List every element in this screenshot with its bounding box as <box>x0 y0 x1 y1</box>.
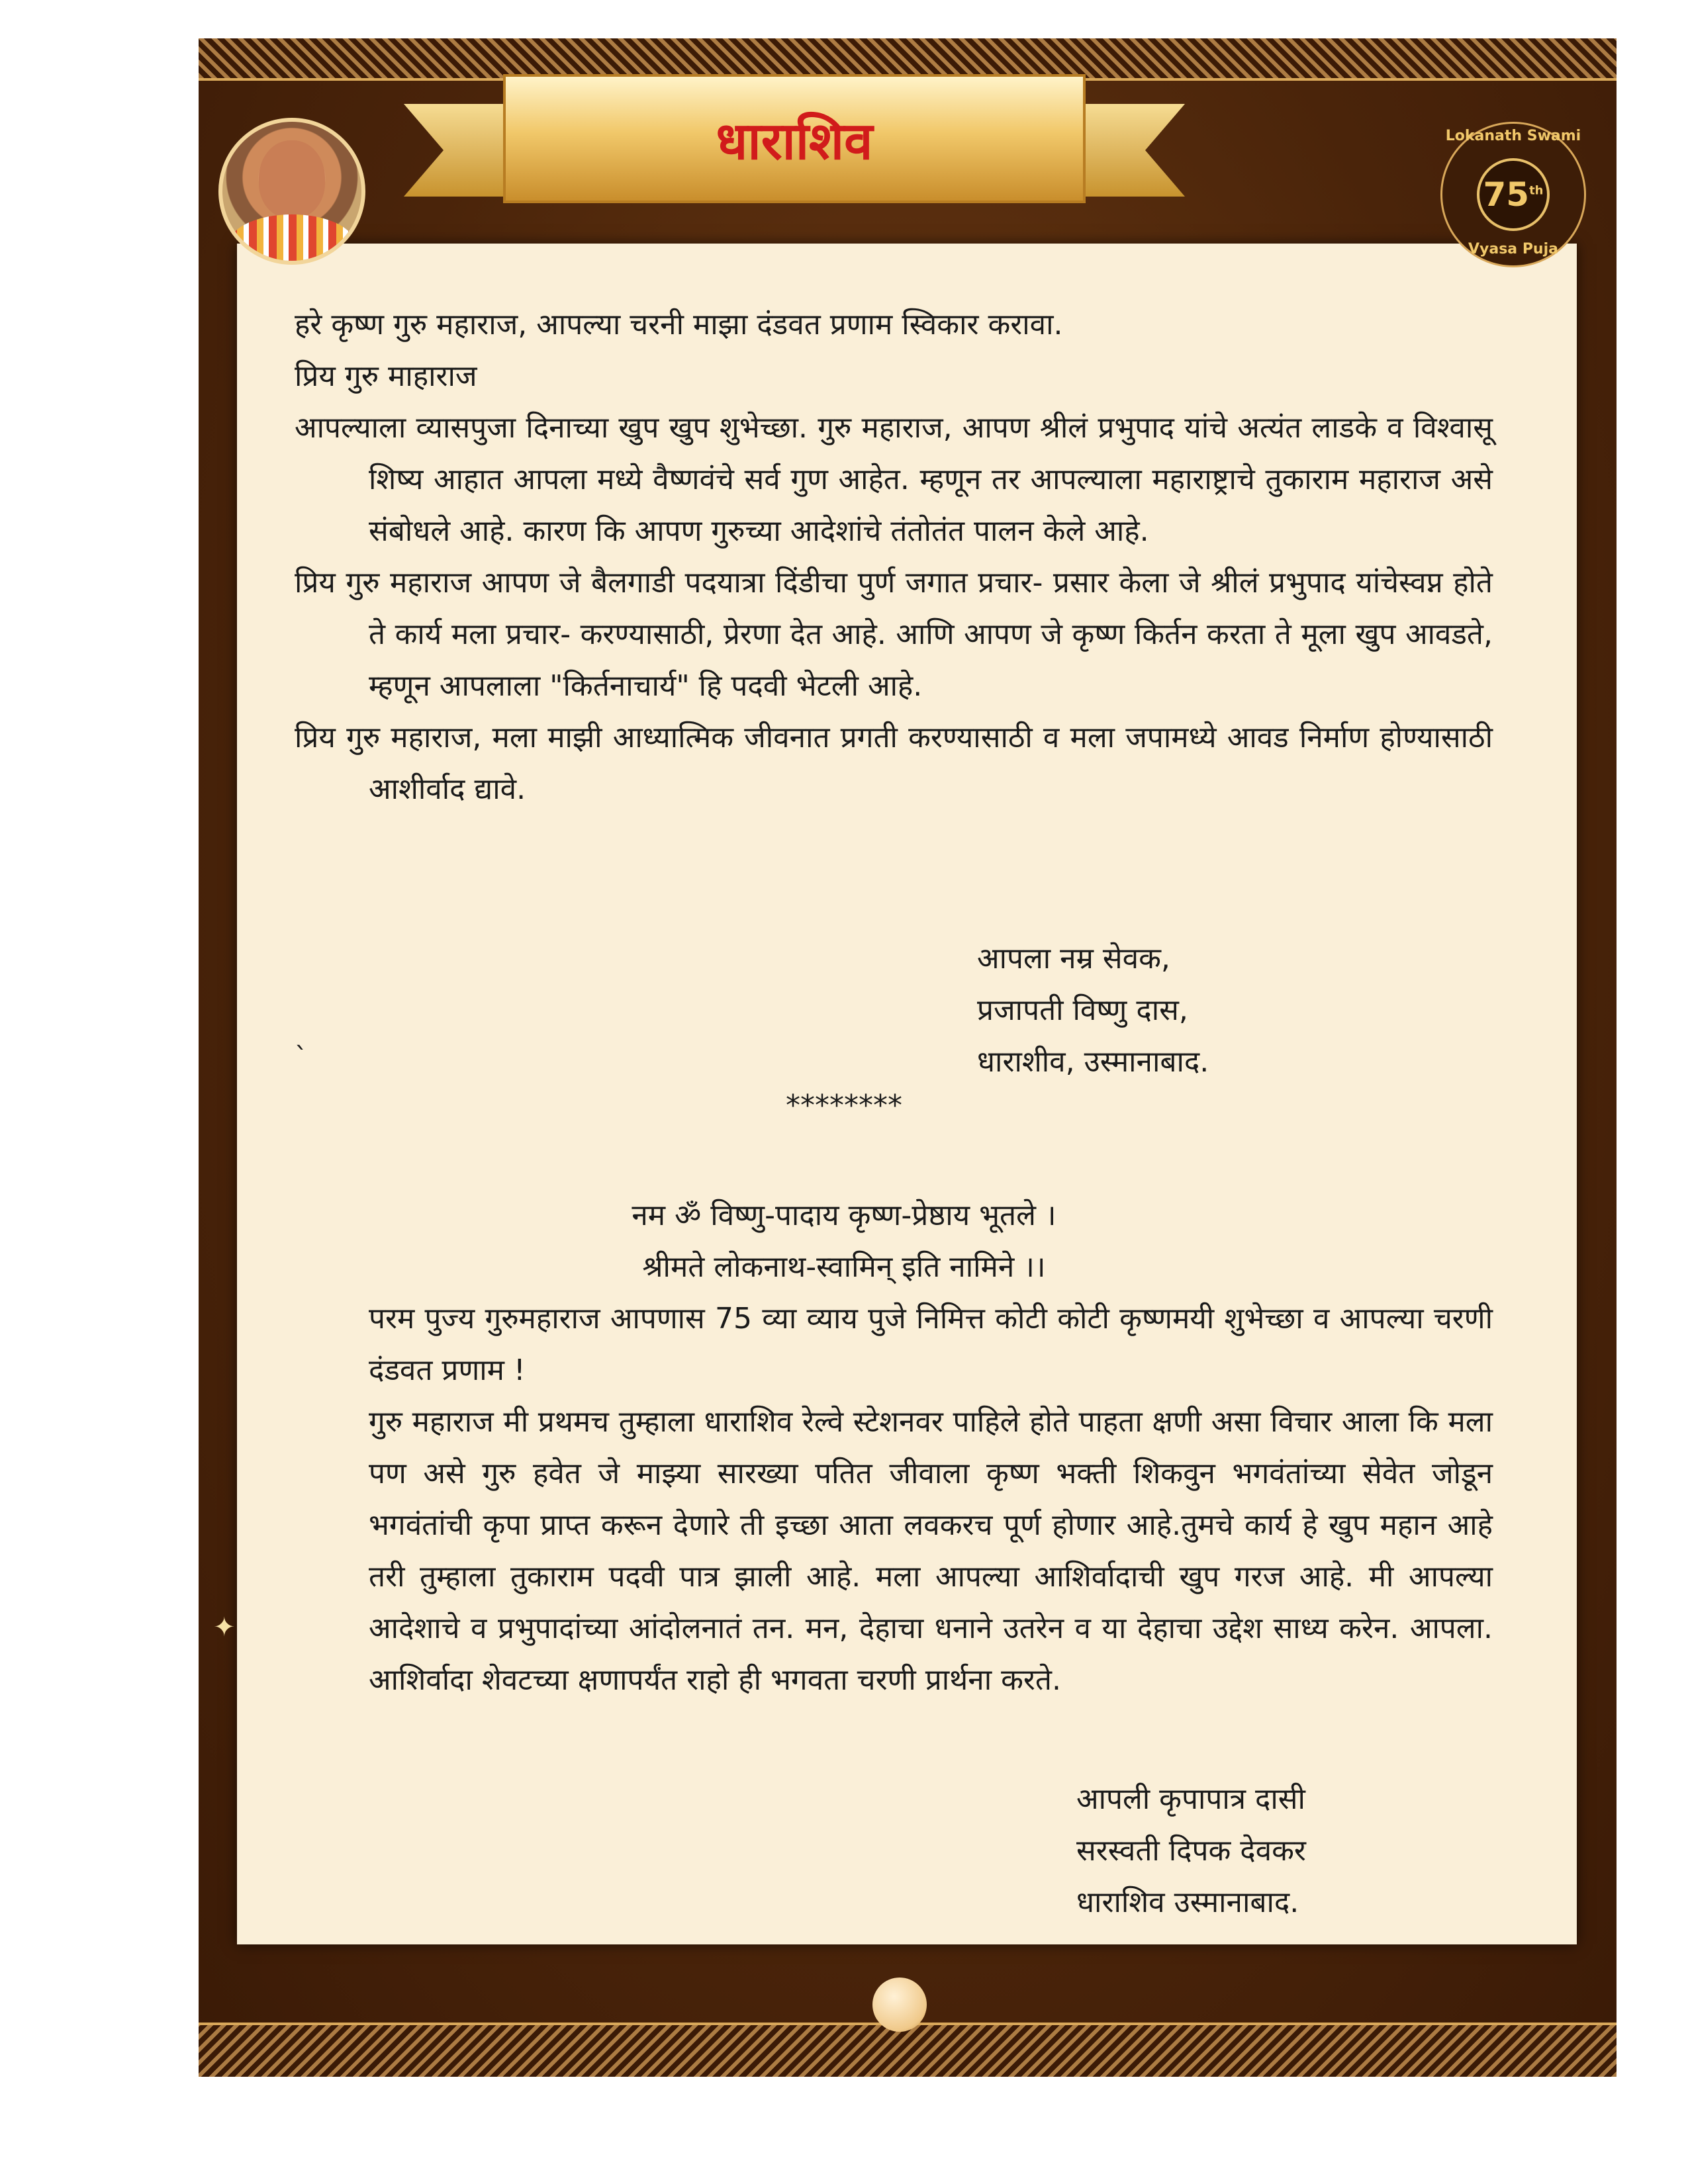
letter-one-paragraph-2: प्रिय गुरु महाराज आपण जे बैलगाडी पदयात्रा दिंडीचा पुर्ण जगात प्रचार- प्रसार केला जे श्रीलं प्रभुपाद यांचेस्वप्न होते ते कार्य मला प्रचार- करण्यासाठी, प्रेरणा देत आहे. आणि आपण जे कृष्ण किर्तन करता ते मूला खुप आवडते, म्हणून आपलाला "किर्तनाचार्य" हि पदवी भेटली आहे. <box>295 566 1493 703</box>
section-separator: ******** <box>786 1089 902 1122</box>
badge-number-suffix: th <box>1529 183 1544 198</box>
badge-ring <box>1477 158 1550 231</box>
letter-one-paragraph-3: प्रिय गुरु महाराज, मला माझी आध्यात्मिक जीवनात प्रगती करण्यासाठी व मला जपामध्ये आवड निर्माण होण्यासाठी आशीर्वाद द्यावे. <box>295 721 1493 806</box>
decorative-knob <box>872 1978 927 2032</box>
letter-two-paragraph-2: गुरु महाराज मी प्रथमच तुम्हाला धाराशिव रेल्वे स्टेशनवर पाहिले होते पाहता क्षणी असा विचार आला कि मला पण असे गुरु हवेत जे माझ्या सारख्या पतित जीवाला कृष्ण भक्ती शिकवुन भगवंतांच्या सेवेत जोडून भगवंतांची कृपा प्राप्त करून देणारे ती इच्छा आता लवकरच पूर्ण होणार आहे.तुमचे कार्य हे खुप महान आहे तरी तुम्हाला तुकाराम पदवी पात्र झाली आहे. मला आपल्या आशिर्वादाची खुप गरज आहे. मी आपल्या आदेशाचे व प्रभुपादांच्या आंदोलनातं तन. मन, देहाचा धनाने उतरेन व या देहाचा उद्देश साध्य करेन. आपला. आशिर्वादा शेवटच्या क्षणापर्यंत राहो ही भगवता चरणी प्रार्थना करते. <box>369 1405 1493 1697</box>
portrait-garland <box>229 214 355 265</box>
frame-border-pattern-top <box>199 38 1617 78</box>
mantra-line-2: श्रीमते लोकनाथ-स्वामिन् इति नामिने ।। <box>642 1250 1046 1284</box>
letter-one-paragraph-1: आपल्याला व्यासपुजा दिनाच्या खुप खुप शुभेच्छा. गुरु महाराज, आपण श्रीलं प्रभुपाद यांचे अत्यंत लाडके व विश्वासू शिष्य आहात आपला मध्ये वैष्णवंचे सर्व गुण आहेत. म्हणून तर आपल्याला महाराष्ट्राचे तुकाराम महाराज असे संबोधले आहे. कारण कि आपण गुरुच्या आदेशांचे तंतोतंत पालन केले आहे. <box>295 411 1493 548</box>
portrait-face <box>259 140 325 218</box>
letter-two-sender-name: सरस्वती दिपक देवकर <box>1076 1834 1306 1868</box>
title-ribbon <box>477 74 1112 240</box>
letter-two-paragraph-1: परम पुज्य गुरुमहाराज आपणास 75 व्या व्याय पुजे निमित्त कोटी कोटी कृष्णमयी शुभेच्छा व आपल्या चरणी दंडवत प्रणाम ! <box>369 1302 1493 1387</box>
letter-two-body <box>369 1293 1493 1706</box>
letter-one-closing: आपला नम्र सेवक, <box>977 942 1170 976</box>
letter-one-greeting: हरे कृष्ण गुरु महाराज, आपल्या चरनी माझा दंडवत प्रणाम स्विकार करावा. <box>295 308 1063 341</box>
badge-bottom-text: Vyasa Puja <box>1468 241 1558 257</box>
letter-one-signature <box>977 933 1209 1088</box>
letter-one-body <box>295 299 1493 815</box>
letter-two-sender-place: धाराशिव उस्मानाबाद. <box>1076 1886 1299 1919</box>
badge-number-value: 75 <box>1483 175 1530 214</box>
page-title: धाराशिव <box>716 111 873 171</box>
letter-one-sender-name: प्रजापती विष्णु दास, <box>977 993 1188 1027</box>
guru-portrait-photo <box>218 118 365 265</box>
ribbon-banner <box>503 74 1086 203</box>
letter-two-closing: आपली कृपापात्र दासी <box>1076 1782 1305 1816</box>
badge-top-text: Lokanath Swami <box>1445 128 1581 144</box>
sparkle-icon: ✦ <box>213 1612 236 1643</box>
stray-mark: ` <box>295 1042 308 1073</box>
letter-one-salutation: प्रिय गुरु माहाराज <box>295 359 477 393</box>
vyasa-puja-75-badge <box>1440 122 1586 267</box>
letter-two-signature <box>1076 1774 1306 1929</box>
frame-border-pattern-bottom <box>199 2025 1617 2077</box>
badge-number <box>1483 175 1543 214</box>
letter-one-sender-place: धाराशीव, उस्मानाबाद. <box>977 1045 1209 1079</box>
mantra-line-1: नम ॐ विष्णु-पादाय कृष्ण-प्रेष्ठाय भूतले । <box>632 1199 1056 1232</box>
